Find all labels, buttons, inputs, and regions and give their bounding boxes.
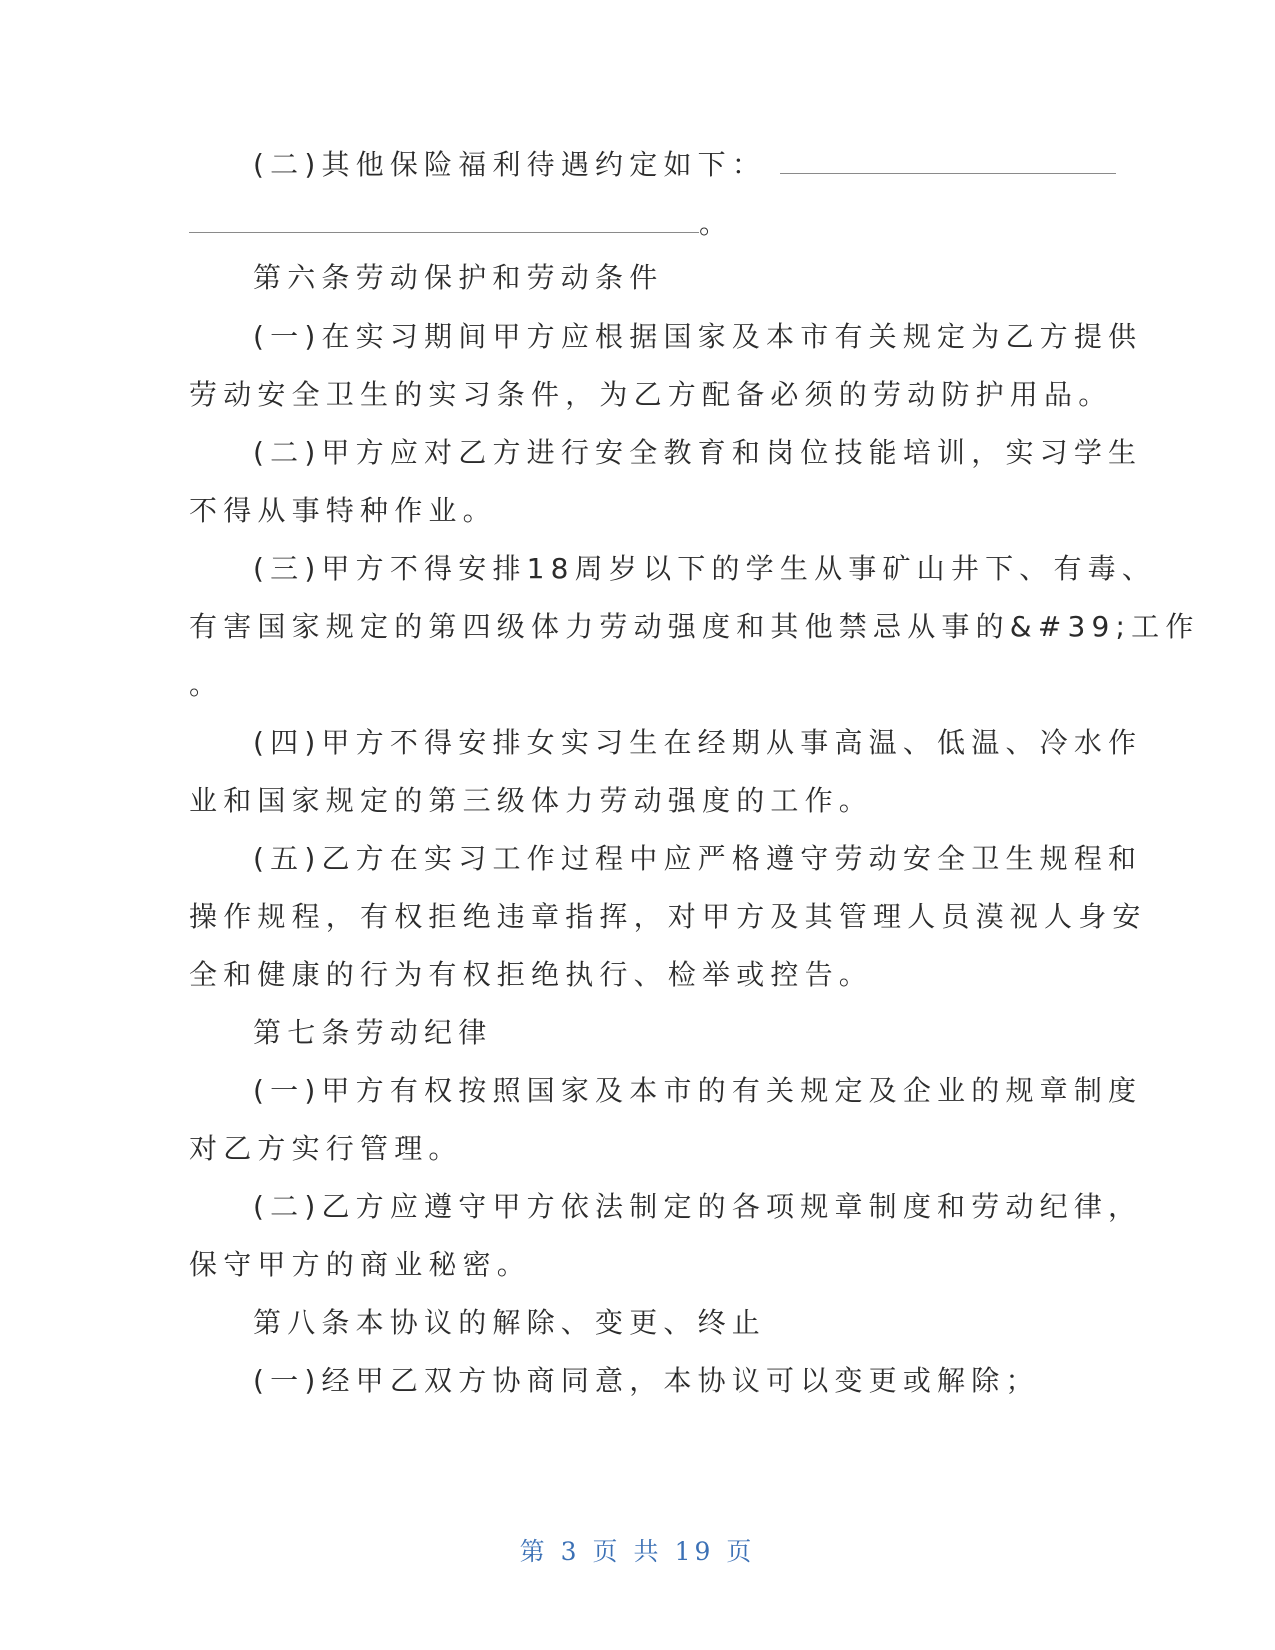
fill-in-blank (780, 149, 1116, 174)
section-heading: 第七条劳动纪律 (253, 1016, 493, 1049)
footer-total-pages: 19 (674, 1537, 715, 1566)
paragraph-line: (五)乙方在实习工作过程中应严格遵守劳动安全卫生规程和 (253, 842, 1143, 875)
paragraph-line: (一)甲方有权按照国家及本市的有关规定及企业的规章制度 (253, 1074, 1143, 1107)
footer-total-label: 共 (633, 1537, 663, 1566)
page-footer (0, 1532, 1275, 1568)
footer-total-unit: 页 (726, 1537, 756, 1566)
section-heading: 第八条本协议的解除、变更、终止 (253, 1306, 767, 1339)
footer-page-label: 第 (519, 1537, 549, 1566)
paragraph-line: (一)经甲乙双方协商同意，本协议可以变更或解除； (253, 1364, 1040, 1397)
paragraph-line: 。 (189, 204, 1089, 244)
paragraph-line: (一)在实习期间甲方应根据国家及本市有关规定为乙方提供 (253, 320, 1143, 353)
paragraph-line: (二)其他保险福利待遇约定如下： (253, 145, 1153, 185)
paragraph-line: 不得从事特种作业。 (189, 494, 497, 527)
paragraph-line: 有害国家规定的第四级体力劳动强度和其他禁忌从事的&#39;工作 (189, 610, 1200, 643)
paragraph-line: 全和健康的行为有权拒绝执行、检举或控告。 (189, 958, 874, 991)
paragraph-line: 业和国家规定的第三级体力劳动强度的工作。 (189, 784, 874, 817)
section-heading: 第六条劳动保护和劳动条件 (253, 261, 664, 294)
paragraph-line: 。 (189, 668, 224, 701)
paragraph-line: 对乙方实行管理。 (189, 1132, 463, 1165)
paragraph-line: 劳动安全卫生的实习条件，为乙方配备必须的劳动防护用品。 (189, 378, 1113, 411)
paragraph-line: (二)甲方应对乙方进行安全教育和岗位技能培训，实习学生 (253, 436, 1143, 469)
paragraph-line: (四)甲方不得安排女实习生在经期从事高温、低温、冷水作 (253, 726, 1143, 759)
footer-page-number: 3 (560, 1537, 581, 1566)
footer-page-unit: 页 (592, 1537, 622, 1566)
paragraph-line: 操作规程，有权拒绝违章指挥，对甲方及其管理人员漠视人身安 (189, 900, 1147, 933)
fill-in-blank (189, 208, 699, 233)
paragraph-line: 保守甲方的商业秘密。 (189, 1248, 532, 1281)
paragraph-line: (三)甲方不得安排18周岁以下的学生从事矿山井下、有毒、 (253, 552, 1157, 585)
paragraph-line: (二)乙方应遵守甲方依法制定的各项规章制度和劳动纪律， (253, 1190, 1143, 1223)
